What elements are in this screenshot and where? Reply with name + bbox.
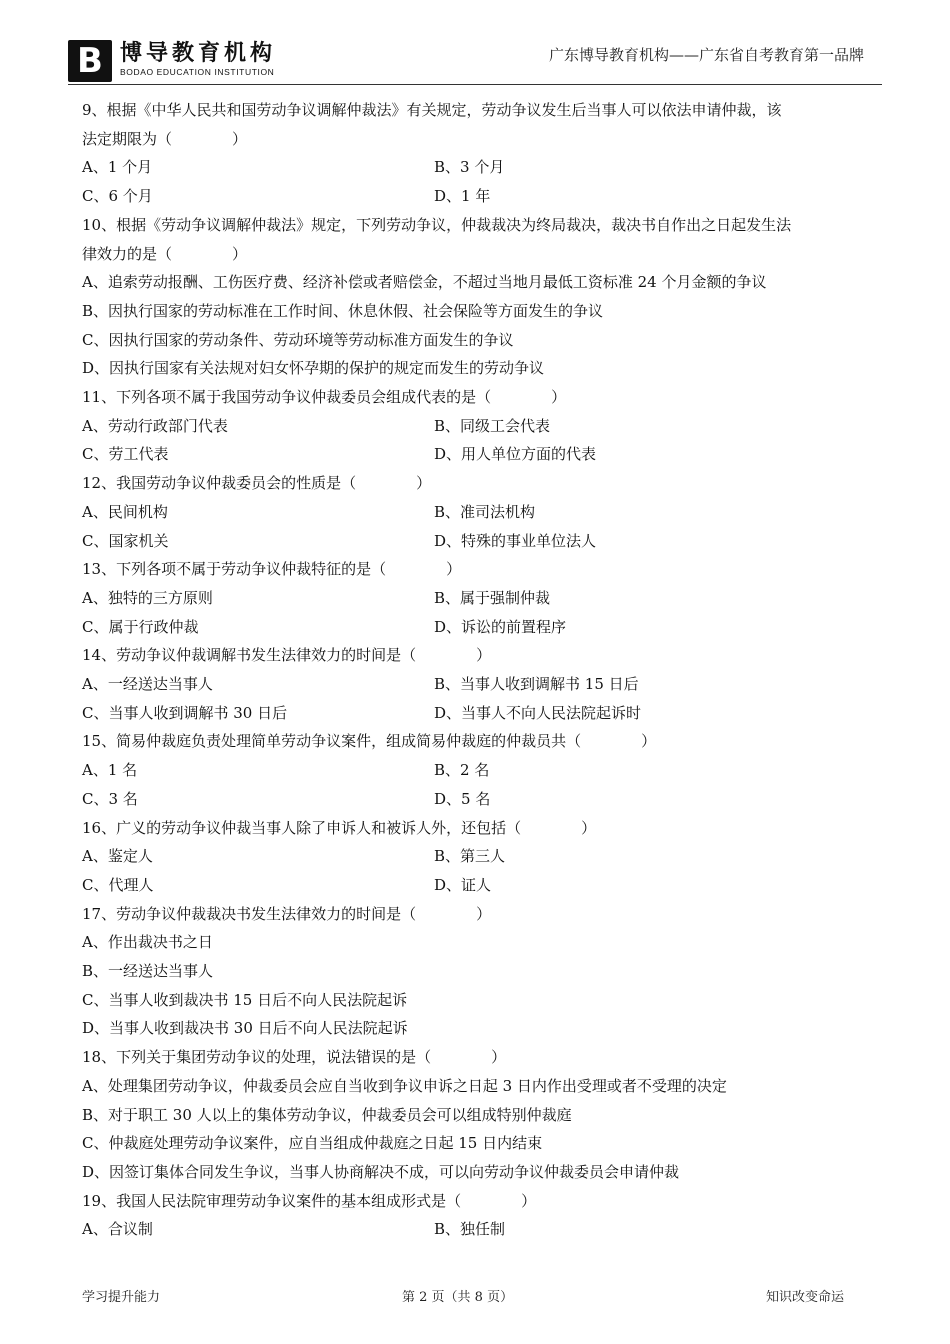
text-line [82, 814, 596, 843]
option-left: C、6 个月 [82, 187, 153, 206]
line-text: 19、我国人民法院审理劳动争议案件的基本组成形式是（ ） [82, 1191, 537, 1210]
text-line [82, 727, 656, 756]
option-right: D、证人 [434, 875, 492, 894]
option-right: D、当事人不向人民法院起诉时 [434, 703, 642, 722]
text-line [82, 1043, 506, 1072]
text-line [82, 240, 247, 269]
text-line [82, 1101, 572, 1130]
logo-chinese-name: 博导教育机构 [120, 40, 277, 66]
option-right: B、独任制 [434, 1220, 506, 1239]
header-slogan: 广东博导教育机构——广东省自考教育第一品牌 [548, 46, 864, 64]
text-line [82, 900, 491, 929]
line-text: 13、下列各项不属于劳动争议仲裁特征的是（ ） [82, 560, 462, 579]
option-right: B、准司法机构 [434, 502, 536, 521]
text-line [82, 297, 603, 326]
line-text: 12、我国劳动争议仲裁委员会的性质是（ ） [82, 474, 432, 493]
text-line [82, 1129, 542, 1158]
option-left: A、1 名 [82, 761, 138, 780]
logo-english-name: BODAO EDUCATION INSTITUTION [120, 67, 275, 77]
text-line [82, 211, 791, 240]
line-text: A、作出裁决书之日 [82, 933, 213, 952]
option-left: A、独特的三方原则 [82, 588, 213, 607]
line-text: 14、劳动争议仲裁调解书发生法律效力的时间是（ ） [82, 646, 492, 665]
text-line [82, 555, 461, 584]
option-right: D、1 年 [434, 187, 491, 206]
line-text: 17、劳动争议仲裁裁决书发生法律效力的时间是（ ） [82, 904, 492, 923]
option-right: B、第三人 [434, 847, 506, 866]
option-left: A、鉴定人 [82, 847, 153, 866]
option-left: C、劳工代表 [82, 445, 169, 464]
line-text: C、当事人收到裁决书 15 日后不向人民法院起诉 [82, 990, 408, 1009]
text-line [82, 412, 551, 441]
text-line [82, 699, 642, 728]
page-header [0, 0, 950, 90]
text-line [82, 153, 505, 182]
option-left: C、当事人收到调解书 30 日后 [82, 703, 288, 722]
line-text: 10、根据《劳动争议调解仲裁法》规定，下列劳动争议，仲裁裁决为终局裁决，裁决书自作出之日起发生法 [82, 215, 792, 234]
option-left: C、代理人 [82, 875, 154, 894]
option-right: D、用人单位方面的代表 [434, 445, 597, 464]
option-left: C、属于行政仲裁 [82, 617, 199, 636]
option-right: B、3 个月 [434, 158, 505, 177]
page-footer [0, 1286, 950, 1310]
line-text: D、当事人收到裁决书 30 日后不向人民法院起诉 [82, 1019, 408, 1038]
footer-left-text: 学习提升能力 [82, 1290, 161, 1305]
line-text: A、追索劳动报酬、工伤医疗费、经济补偿或者赔偿金，不超过当地月最低工资标准 24 个月金额的争议 [82, 273, 767, 292]
option-right: D、诉讼的前置程序 [434, 617, 567, 636]
line-text: B、一经送达当事人 [82, 962, 214, 980]
text-line [82, 670, 639, 699]
option-right: B、当事人收到调解书 15 日后 [434, 675, 639, 693]
option-left: A、劳动行政部门代表 [82, 416, 228, 435]
footer-right-text: 知识改变命运 [766, 1290, 845, 1305]
line-text: A、处理集团劳动争议，仲裁委员会应自当收到争议申诉之日起 3 日内作出受理或者不受理的决定 [82, 1076, 727, 1095]
text-line [82, 96, 782, 125]
option-right: B、2 名 [434, 761, 490, 780]
page-number: 第 2 页（共 8 页） [402, 1290, 514, 1305]
text-line [82, 1215, 506, 1244]
text-line [82, 182, 491, 211]
line-text: B、因执行国家的劳动标准在工作时间、休息休假、社会保险等方面发生的争议 [82, 301, 604, 320]
option-left: C、3 名 [82, 789, 138, 808]
line-text: C、仲裁庭处理劳动争议案件，应自当组成仲裁庭之日起 15 日内结束 [82, 1134, 543, 1153]
option-left: A、合议制 [82, 1220, 153, 1239]
text-line [82, 268, 766, 297]
option-left: A、民间机构 [82, 502, 168, 521]
text-line [82, 383, 566, 412]
text-line [82, 1072, 727, 1101]
option-right: B、同级工会代表 [434, 416, 551, 435]
text-line [82, 785, 491, 814]
line-text: D、因执行国家有关法规对妇女怀孕期的保护的规定而发生的劳动争议 [82, 359, 545, 378]
text-line [82, 756, 490, 785]
text-line [82, 986, 407, 1015]
text-line [82, 871, 492, 900]
text-line [82, 842, 506, 871]
text-line [82, 584, 551, 613]
line-text: 15、简易仲裁庭负责处理简单劳动争议案件，组成简易仲裁庭的仲裁员共（ ） [82, 732, 657, 751]
text-line [82, 469, 431, 498]
line-text: 9、根据《中华人民共和国劳动争议调解仲裁法》有关规定，劳动争议发生后当事人可以依法申请仲裁，该 [82, 101, 782, 119]
option-left: A、一经送达当事人 [82, 675, 213, 693]
text-line [82, 641, 491, 670]
text-line [82, 1014, 408, 1043]
header-divider [68, 84, 882, 85]
line-text: B、对于职工 30 人以上的集体劳动争议，仲裁委员会可以组成特别仲裁庭 [82, 1105, 572, 1124]
bodao-logo [68, 40, 300, 82]
text-line [82, 928, 213, 957]
text-line [82, 326, 513, 355]
option-right: B、属于强制仲裁 [434, 588, 551, 607]
text-line [82, 498, 536, 527]
line-text: 11、下列各项不属于我国劳动争议仲裁委员会组成代表的是（ ） [82, 388, 567, 406]
option-right: D、特殊的事业单位法人 [434, 531, 597, 550]
option-left: A、1 个月 [82, 158, 153, 177]
text-line [82, 354, 544, 383]
option-left: C、国家机关 [82, 531, 169, 550]
text-line [82, 440, 597, 469]
line-text: 16、广义的劳动争议仲裁当事人除了申诉人和被诉人外，还包括（ ） [82, 818, 597, 837]
text-line [82, 1187, 536, 1216]
text-line [82, 1158, 679, 1187]
text-line [82, 613, 567, 642]
logo-mark-icon: B [68, 40, 112, 82]
line-text: 律效力的是（ ） [82, 244, 248, 263]
line-text: 18、下列关于集团劳动争议的处理，说法错误的是（ ） [82, 1048, 507, 1067]
line-text: C、因执行国家的劳动条件、劳动环境等劳动标准方面发生的争议 [82, 330, 514, 349]
line-text: D、因签订集体合同发生争议，当事人协商解决不成，可以向劳动争议仲裁委员会申请仲裁 [82, 1162, 680, 1181]
line-text: 法定期限为（ ） [82, 129, 248, 148]
text-line [82, 527, 597, 556]
text-line [82, 957, 213, 986]
text-line [82, 125, 247, 154]
option-right: D、5 名 [434, 789, 491, 808]
